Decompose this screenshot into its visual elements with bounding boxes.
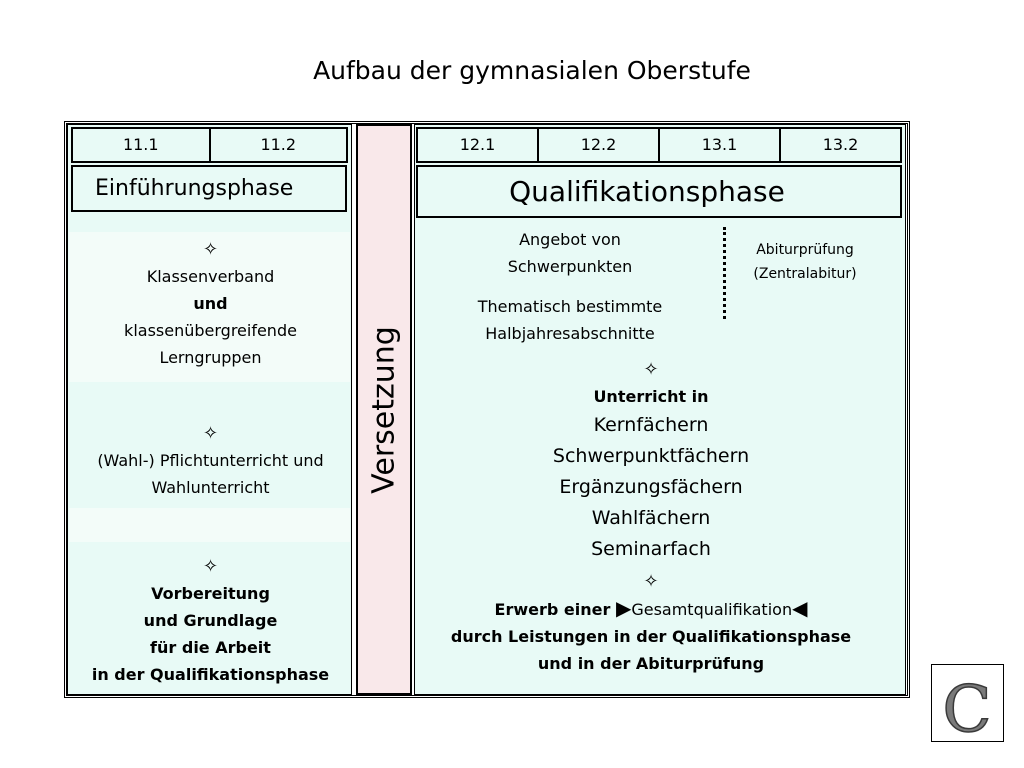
text-line: Gesamtqualifikation [631, 600, 793, 619]
erwerb-line [420, 595, 882, 623]
unterricht-block [520, 356, 782, 565]
arrow-right-icon: ▶ [615, 596, 632, 620]
left-block-1 [69, 236, 352, 371]
semester-cell: 13.1 [660, 129, 781, 161]
text-line: Klassenverband [146, 267, 275, 286]
text-line: und Grundlage [143, 611, 278, 630]
subject-item: Ergänzungsfächern [559, 476, 743, 498]
left-block-3 [69, 553, 352, 688]
star-icon: ✧ [202, 556, 219, 577]
logo-letter: C [942, 673, 992, 741]
semester-cell: 11.2 [260, 135, 297, 154]
right-semester-row [416, 127, 902, 163]
c-logo-icon [932, 665, 1003, 741]
subject-item: Seminarfach [591, 538, 711, 560]
einfuehrungsphase-heading: Einführungsphase [71, 165, 347, 212]
text-line: Unterricht in [593, 387, 709, 406]
c-logo [931, 664, 1004, 742]
star-icon: ✧ [643, 359, 659, 380]
text-line: Lerngruppen [159, 348, 262, 367]
text-line: Vorbereitung [151, 584, 270, 603]
semester-cell: 13.2 [822, 135, 859, 154]
star-icon: ✧ [202, 423, 219, 444]
text-line: (Wahl-) Pflichtunterricht und [97, 451, 324, 470]
semester-cell: 11.1 [73, 129, 211, 161]
text-line: Wahlunterricht [151, 478, 270, 497]
thematisch-block [440, 293, 700, 347]
text-line: Halbjahresabschnitte [485, 324, 655, 343]
text-line: und in der Abiturprüfung [537, 654, 765, 673]
left-band [69, 508, 350, 542]
text-line: für die Arbeit [150, 638, 271, 657]
text-line: in der Qualifikationsphase [91, 665, 330, 684]
text-line: Abiturprüfung [756, 242, 854, 258]
subject-item: Schwerpunktfächern [552, 445, 750, 467]
dotted-divider [723, 227, 726, 319]
left-block-2 [69, 420, 352, 501]
text-line: Erwerb einer [494, 600, 616, 619]
qualifikationsphase-heading: Qualifikationsphase [416, 165, 902, 218]
star-icon: ✧ [643, 571, 659, 592]
text-line: (Zentralabitur) [753, 266, 857, 282]
text-line: Angebot von [519, 230, 621, 249]
erwerb-block [420, 568, 882, 677]
angebot-block [460, 226, 680, 280]
arrow-left-icon: ◀ [792, 596, 808, 620]
subject-item: Wahlfächern [591, 507, 711, 529]
text-line: klassenübergreifende [124, 321, 297, 340]
text-line: Schwerpunkten [507, 257, 633, 276]
page-title: Aufbau der gymnasialen Oberstufe [313, 56, 751, 85]
left-semester-row [71, 127, 348, 163]
text-line: und [193, 294, 228, 313]
text-line: durch Leistungen in der Qualifikationsphase [450, 627, 852, 646]
versetzung-label: Versetzung [366, 326, 402, 494]
text-line: Thematisch bestimmte [477, 297, 663, 316]
abitur-block [730, 238, 880, 286]
semester-cell: 12.1 [418, 129, 539, 161]
star-icon: ✧ [202, 239, 219, 260]
subject-item: Kernfächern [593, 414, 709, 436]
semester-cell: 12.2 [539, 129, 660, 161]
